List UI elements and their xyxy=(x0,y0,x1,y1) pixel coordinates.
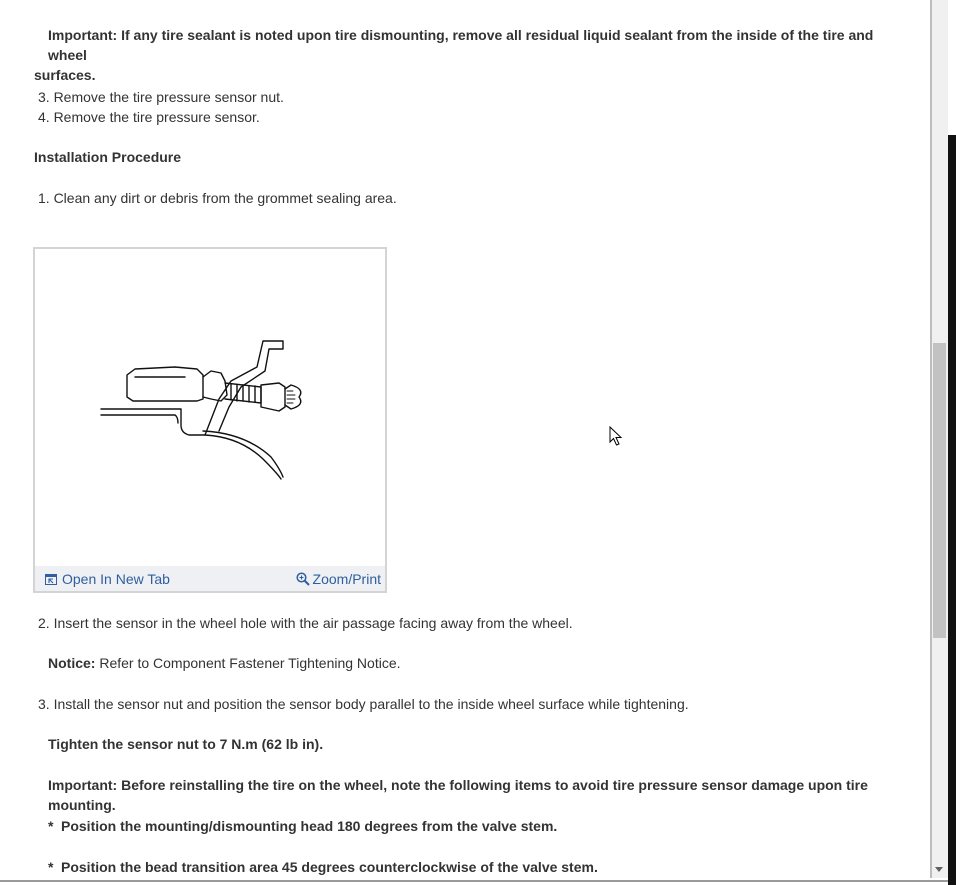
bullet-text-1: Position the mounting/dismounting head 180 degrees from the valve stem. xyxy=(61,818,558,834)
figure-toolbar xyxy=(35,566,385,591)
list-item xyxy=(48,816,557,836)
notice-label: Notice: xyxy=(48,655,96,671)
mouse-pointer-icon xyxy=(609,426,623,451)
notice-text: Refer to Component Fastener Tightening Notice. xyxy=(95,655,401,671)
important-text: If any tire sealant is noted upon tire dismounting, remove all residual liquid sealant from the inside of the tire and wheel xyxy=(48,27,874,63)
tire-pressure-sensor-drawing xyxy=(35,249,385,569)
tighten-specification: Tighten the sensor nut to 7 N.m (62 lb in). xyxy=(48,736,324,752)
important-label-2: Important: xyxy=(48,777,118,793)
important-note-mounting xyxy=(48,775,930,815)
important-text-continued: surfaces. xyxy=(34,67,96,83)
install-step-3: 3. Install the sensor nut and position the sensor body parallel to the inside wheel surface while tightening. xyxy=(38,696,689,712)
install-step-1: 1. Clean any dirt or debris from the grommet sealing area. xyxy=(38,190,397,206)
window-bottom-edge xyxy=(0,878,948,885)
window-bottom-border xyxy=(0,880,948,882)
open-in-new-tab-label: Open In New Tab xyxy=(62,571,170,587)
important-text-2: Before reinstalling the tire on the wheel, note the following items to avoid tire pressure sensor damage upon tire mounting. xyxy=(48,777,868,813)
removal-step-3: 3. Remove the tire pressure sensor nut. xyxy=(38,89,284,105)
magnifier-zoom-icon xyxy=(296,572,310,586)
desktop-edge xyxy=(948,0,956,885)
list-item xyxy=(48,857,598,877)
bullet-star: * xyxy=(48,859,54,875)
scrollbar-thumb[interactable] xyxy=(933,343,946,638)
zoom-print-label: Zoom/Print xyxy=(312,571,381,587)
open-in-new-tab-link[interactable] xyxy=(45,569,170,589)
installation-heading: Installation Procedure xyxy=(34,149,182,165)
removal-step-4: 4. Remove the tire pressure sensor. xyxy=(38,109,260,125)
desktop-background-strip xyxy=(948,135,956,885)
sensor-illustration-figure xyxy=(33,247,387,593)
vertical-scrollbar[interactable] xyxy=(932,0,948,878)
notice-component-fastener xyxy=(48,653,401,673)
important-label: Important: xyxy=(48,27,118,43)
bullet-text-2: Position the bead transition area 45 degrees counterclockwise of the valve stem. xyxy=(61,859,598,875)
zoom-print-link[interactable] xyxy=(296,569,381,589)
open-new-tab-icon xyxy=(45,574,57,585)
bullet-star: * xyxy=(48,818,54,834)
scroll-down-arrow-icon[interactable] xyxy=(935,867,943,872)
important-note-sealant xyxy=(34,25,884,85)
install-step-2: 2. Insert the sensor in the wheel hole with the air passage facing away from the wheel. xyxy=(38,615,573,631)
